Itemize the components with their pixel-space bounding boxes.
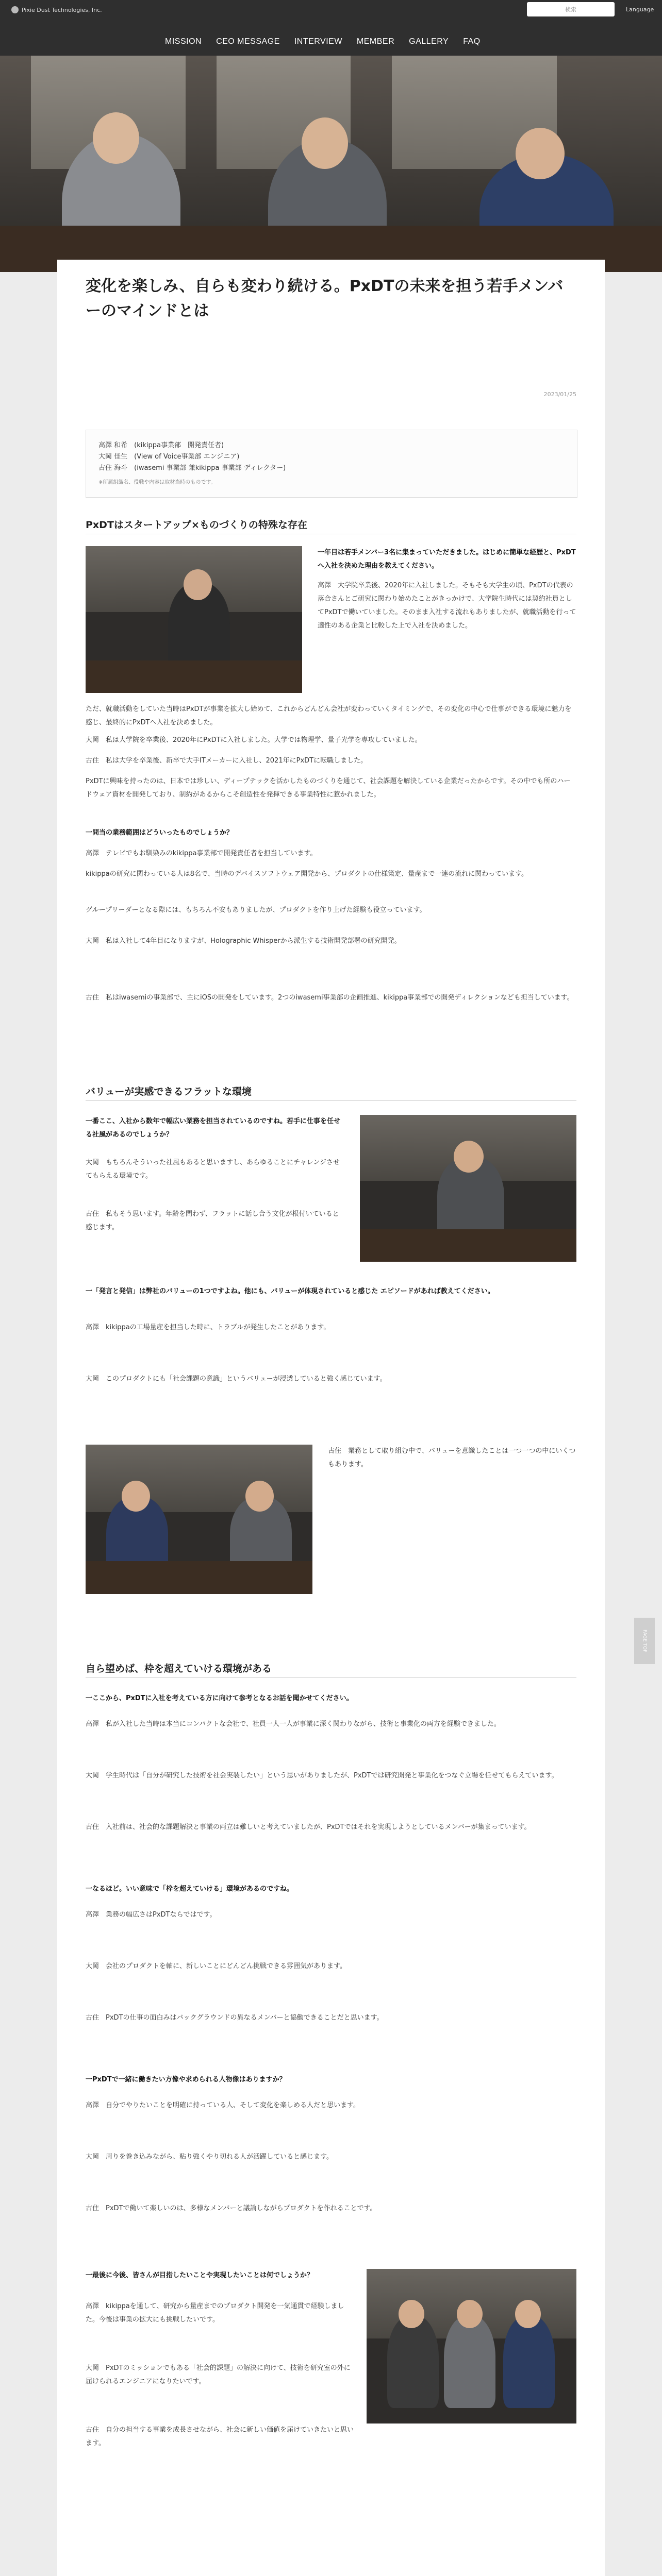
logo-text: Pixie Dust Technologies, Inc. xyxy=(22,6,102,13)
site-header xyxy=(0,0,662,56)
main-nav xyxy=(158,37,488,46)
logo-mark-icon xyxy=(11,6,19,13)
nav-faq[interactable]: FAQ xyxy=(463,37,481,46)
section-heading: PxDTはスタートアップ×ものづくりの特殊な存在 xyxy=(86,519,307,531)
question-text: 一PxDTで一緒に働きたい方像や求められる人物像はありますか？ xyxy=(86,2076,286,2083)
member-item: 大岡 佳生 (View of Voice事業部 エンジニア) xyxy=(98,453,240,461)
question-text: 一ここから、PxDTに入社を考えている方に向けて参考となるお話を聞かせてください。 xyxy=(86,1694,353,1702)
answer-text: 大岡 私は大学院を卒業後、2020年にPxDTに入社しました。大学では物理学、量子光学を専攻していました。 xyxy=(86,736,422,744)
answer-text: 古住 入社前は、社会的な課題解決と事業の両立は難しいと考えていましたが、PxDTではそれを実現しようとしているメンバーが集まっています。 xyxy=(86,1823,531,1831)
question-text: 一年目は若手メンバー3名に集まっていただきました。はじめに簡単な経歴と、PxDTへ入社を決めた理由を教えてください。 xyxy=(318,549,576,570)
company-logo[interactable] xyxy=(11,6,102,13)
answer-text: 高澤 kikippaを通して、研究から量産までのプロダクト開発を一気通貫で経験しました。今後は事業の拡大にも挑戦したいです。 xyxy=(86,2302,344,2324)
answer-text: 高澤 大学院卒業後、2020年に入社しました。そもそも大学生の頃、PxDTの代表の落合さんとご研究に関わり始めたことがきっかけで、大学院生時代には契約社員としてPxDTで働いていました。そのまま入社する流れもありましたが、就職活動を行って適性のある企業と比較した上で入社を決めました。 xyxy=(318,582,576,630)
question-text: 一問当の業務範囲はどういったものでしょうか？ xyxy=(86,829,234,837)
member-item: 古住 海斗 (iwasemi 事業部 兼kikippa 事業部 ディレクター) xyxy=(98,464,286,472)
question-text: 一なるほど。いい意味で「枠を超えていける」環境があるのですね。 xyxy=(86,1885,294,1893)
answer-text: 古住 PxDTで働いて楽しいのは、多様なメンバーと議論しながらプロダクトを作れることです。 xyxy=(86,2205,377,2212)
answer-text: 古住 私もそう思います。年齢を問わず、フラットに話し合う文化が根付いていると感じます。 xyxy=(86,1210,339,1231)
nav-mission[interactable]: MISSION xyxy=(165,37,202,46)
answer-text: 大岡 このプロダクトにも「社会課題の意識」というバリューが浸透していると強く感じています。 xyxy=(86,1375,387,1383)
answer-text: 高澤 私が入社した当時は本当にコンパクトな会社で、社員一人一人が事業に深く関わりながら、技術と事業化の両方を経験できました。 xyxy=(86,1720,501,1728)
answer-text: 高澤 テレビでもお馴染みのkikippa事業部で開発責任者を担当しています。 xyxy=(86,850,317,857)
answer-text: PxDTに興味を持ったのは、日本では珍しい、ディープテックを活かしたものづくりを通じて、社会課題を解決している企業だったからです。その中でも所のハードウェア資材を開発しており、制約があるからこそ創造性を発揮できる事業特性に惹かれました。 xyxy=(86,777,571,799)
answer-text: 古住 私はiwasemiの事業部で、主にiOSの開発をしています。2つのiwasemi事業部の企画推進、kikippa事業部での開発ディレクションなども担当しています。 xyxy=(86,994,574,1002)
interview-photo xyxy=(86,1445,312,1594)
answer-text: 大岡 周りを巻き込みながら、粘り強くやり切れる人が活躍していると感じます。 xyxy=(86,2153,333,2161)
search-input[interactable]: 検索 xyxy=(527,2,615,16)
answer-text: 大岡 私は入社して4年目になりますが、Holographic Whisperから派生する技術開発部署の研究開発。 xyxy=(86,937,401,945)
answer-text: 大岡 会社のプロダクトを軸に、新しいことにどんどん挑戦できる雰囲気があります。 xyxy=(86,1962,346,1970)
article-date: 2023/01/25 xyxy=(543,391,576,398)
answer-text: 大岡 学生時代は「自分が研究した技術を社会実装したい」という思いがありましたが、PxDTでは研究開発と事業化をつなぐ立場を任せてもらえています。 xyxy=(86,1772,558,1780)
interview-photo xyxy=(360,1115,576,1262)
nav-member[interactable]: MEMBER xyxy=(356,37,395,46)
language-switch[interactable]: Language xyxy=(626,6,654,13)
answer-text: 古住 業務として取り組む中で、バリューを意識したことは一つ一つの中にいくつもあります。 xyxy=(328,1447,576,1468)
answer-text: 高澤 業務の幅広さはPxDTならではです。 xyxy=(86,1911,217,1919)
answer-text: 高澤 kikippaの工場量産を担当した時に、トラブルが発生したことがあります。 xyxy=(86,1324,330,1331)
answer-text: 古住 私は大学を卒業後、新卒で大手ITメーカーに入社し、2021年にPxDTに転職しました。 xyxy=(86,757,368,765)
answer-text: kikippaの研究に関わっている人は8名で、当時のデバイスソフトウェア開発から、プロダクトの仕様策定、量産まで一連の流れに関わっています。 xyxy=(86,870,528,878)
answer-text: 古住 PxDTの仕事の面白みはバックグラウンドの異なるメンバーと協働できることだと思います。 xyxy=(86,2014,384,2022)
article-title: 変化を楽しみ、自らも変わり続ける。PxDTの未来を担う若手メンバーのマインドとは xyxy=(86,277,564,320)
member-list xyxy=(86,430,577,498)
interview-photo xyxy=(367,2269,576,2424)
nav-gallery[interactable]: GALLERY xyxy=(409,37,449,46)
answer-text: グループリーダーとなる際には、もちろん不安もありましたが、プロダクトを作り上げた経験も役立っています。 xyxy=(86,906,426,914)
nav-ceo-message[interactable]: CEO MESSAGE xyxy=(216,37,280,46)
article-card xyxy=(57,260,605,2576)
page-top-button[interactable]: PAGE TOP xyxy=(634,1618,655,1664)
hero-photo xyxy=(0,56,662,272)
section-heading: 自ら望めば、枠を超えていける環境がある xyxy=(86,1663,272,1674)
member-note: ※所属組織名、役職や内容は取材当時のものです。 xyxy=(98,480,216,485)
answer-text: 高澤 自分でやりたいことを明確に持っている人、そして変化を楽しめる人だと思います。 xyxy=(86,2102,360,2109)
interview-photo xyxy=(86,546,302,693)
question-text: 一最後に今後、皆さんが目指したいことや実現したいことは何でしょうか？ xyxy=(86,2272,314,2279)
answer-text: 古住 自分の担当する事業を成長させながら、社会に新しい価値を届けていきたいと思います。 xyxy=(86,2426,354,2447)
member-item: 高澤 和希 (kikippa事業部 開発責任者) xyxy=(98,442,224,449)
answer-text: 大岡 もちろんそういった社風もあると思いますし、あらゆることにチャレンジさせてもらえる環境です。 xyxy=(86,1159,340,1180)
nav-interview[interactable]: INTERVIEW xyxy=(294,37,342,46)
question-text: 一番ここ、入社から数年で幅広い業務を担当されているのですね。若手に仕事を任せる社風があるのでしょうか？ xyxy=(86,1117,341,1139)
answer-text: 大岡 PxDTのミッションでもある「社会的課題」の解決に向けて、技術を研究室の外に届けられるエンジニアになりたいです。 xyxy=(86,2364,351,2385)
answer-text: ただ、就職活動をしていた当時はPxDTが事業を拡大し始めて、これからどんどん会社が変わっていくタイミングで、その変化の中心で仕事ができる環境に魅力を感じ、最終的にPxDTへ入社を決めました。 xyxy=(86,705,572,726)
question-text: 一「発言と発信」は弊社のバリューの1つですよね。他にも、バリューが体現されていると感じた エピソードがあれば教えてください。 xyxy=(86,1287,494,1295)
section-heading: バリューが実感できるフラットな環境 xyxy=(86,1086,252,1097)
